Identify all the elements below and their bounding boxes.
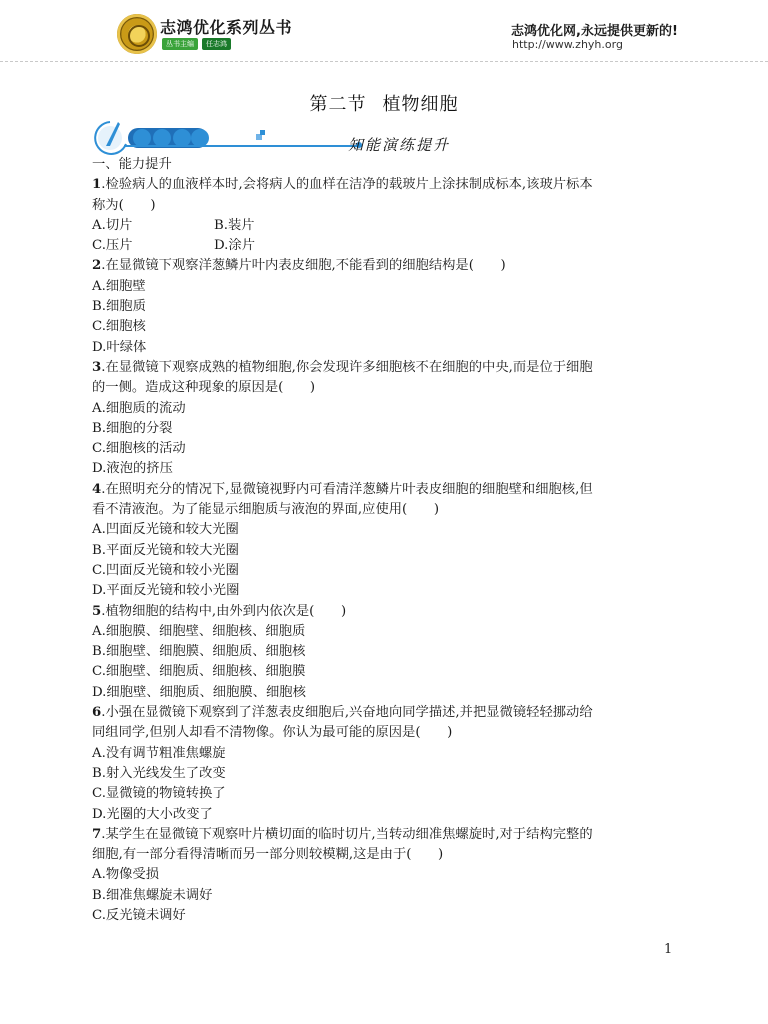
brand-tags: [162, 38, 231, 50]
option: D.叶绿体: [92, 339, 147, 355]
option: A.细胞壁: [92, 278, 146, 294]
option: A.凹面反光镜和较大光圈: [92, 522, 239, 538]
option: A.没有调节粗准焦螺旋: [92, 745, 226, 761]
question-6-line2: 同组同学,但别人却看不清物像。你认为最可能的原因是( ): [92, 725, 453, 741]
question-1-options-row1: [92, 216, 682, 236]
header-divider: [0, 61, 768, 62]
option: C.细胞核: [92, 319, 146, 335]
page-title: [0, 90, 768, 116]
question-6: 6.小强在显微镜下观察到了洋葱表皮细胞后,兴奋地向同学描述,并把显微镜轻轻挪动给: [92, 705, 593, 721]
option: D.平面反光镜和较小光圈: [92, 583, 240, 599]
option: C.凹面反光镜和较小光圈: [92, 562, 239, 578]
logo-seal-icon: [117, 14, 157, 54]
question-4: 4.在照明充分的情况下,显微镜视野内可看清洋葱鳞片叶表皮细胞的细胞壁和细胞核,但: [92, 481, 593, 497]
question-3-line2: 的一侧。造成这种现象的原因是( ): [92, 380, 316, 396]
question-4-line2: 看不清液泡。为了能显示细胞质与液泡的界面,应使用( ): [92, 502, 440, 518]
option: B.射入光线发生了改变: [92, 765, 226, 781]
option: C.细胞壁、细胞质、细胞核、细胞膜: [92, 664, 306, 680]
option: B.细胞质: [92, 299, 146, 315]
question-7-line2: 细胞,有一部分看得清晰而另一部分则较模糊,这是由于( ): [92, 847, 444, 863]
question-3: 3.在显微镜下观察成熟的植物细胞,你会发现许多细胞核不在细胞的中央,而是位于细胞: [92, 359, 593, 375]
banner-rule: [124, 145, 362, 147]
banner-graphic: [92, 116, 352, 158]
section-banner: [92, 116, 472, 158]
question-2: 2.在显微镜下观察洋葱鳞片叶内表皮细胞,不能看到的细胞结构是( ): [92, 258, 506, 274]
part-heading: 一、能力提升: [92, 157, 172, 172]
question-list: [92, 155, 682, 926]
question-1-line2: 称为( ): [92, 197, 156, 213]
option: C.反光镜未调好: [92, 907, 186, 923]
option: B.平面反光镜和较大光圈: [92, 542, 239, 558]
option: A.物像受损: [92, 867, 160, 883]
section-number: 第二节: [309, 94, 367, 115]
page-header: [0, 0, 768, 66]
section-topic: 植物细胞: [382, 94, 459, 115]
option: A.切片: [92, 217, 133, 233]
option: B.细胞壁、细胞膜、细胞质、细胞核: [92, 644, 306, 660]
editor-tag: 丛书主编: [162, 38, 198, 50]
question-7: 7.某学生在显微镜下观察叶片横切面的临时切片,当转动细准焦螺旋时,对于结构完整的: [92, 826, 593, 842]
site-url[interactable]: http://www.zhyh.org: [512, 38, 623, 51]
option: D.液泡的挤压: [92, 461, 173, 477]
banner-label: 知能演练提升: [348, 136, 451, 154]
question-1: 1.检验病人的血液样本时,会将病人的血样在洁净的载玻片上涂抹制成标本,该玻片标本: [92, 177, 593, 193]
option: A.细胞膜、细胞壁、细胞核、细胞质: [92, 623, 306, 639]
page-number: 1: [664, 942, 673, 957]
site-slogan: 志鸿优化网,永远提供更新的!: [511, 24, 678, 39]
option: A.细胞质的流动: [92, 400, 186, 416]
option: D.涂片: [214, 238, 256, 254]
option: C.细胞核的活动: [92, 441, 186, 457]
editor-name-tag: 任志鸿: [202, 38, 231, 50]
question-5: 5.植物细胞的结构中,由外到内依次是( ): [92, 603, 347, 619]
option: D.细胞壁、细胞质、细胞膜、细胞核: [92, 684, 306, 700]
option: C.显微镜的物镜转换了: [92, 786, 226, 802]
brand-title: 志鸿优化系列丛书: [160, 18, 293, 37]
question-1-options-row2: [92, 236, 682, 256]
option: B.装片: [214, 217, 255, 233]
option: B.细胞的分裂: [92, 420, 173, 436]
option: C.压片: [92, 238, 133, 254]
option: D.光圈的大小改变了: [92, 806, 213, 822]
option: B.细准焦螺旋未调好: [92, 887, 213, 903]
